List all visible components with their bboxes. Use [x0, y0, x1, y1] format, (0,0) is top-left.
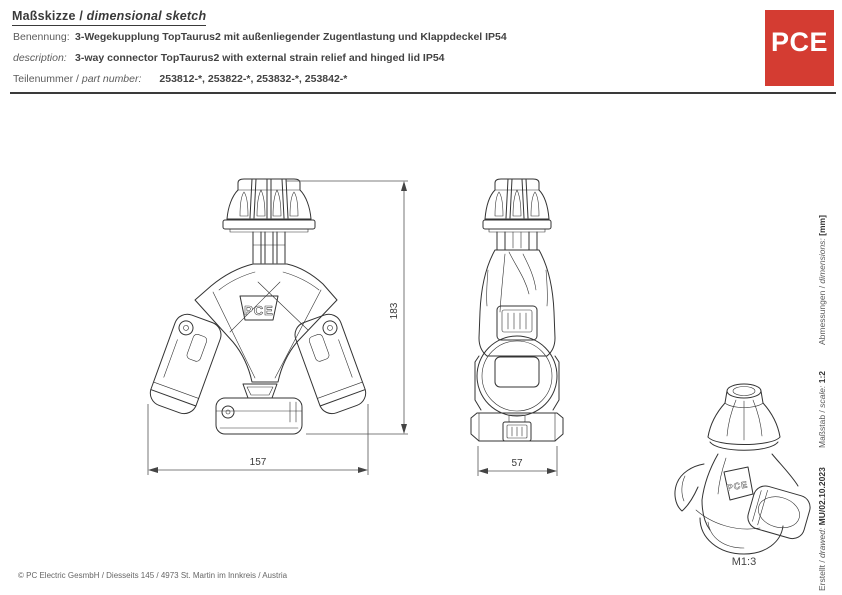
copyright-footer: © PC Electric GesmbH / Diesseits 145 / 4973 St. Martin im Innkreis / Austria [18, 571, 288, 580]
pce-logo: PCE [765, 10, 834, 86]
description-value: 3-way connector TopTaurus2 with external strain relief and hinged lid IP54 [75, 52, 445, 64]
front-brand-plate [240, 296, 278, 320]
benennung-value: 3-Wegekupplung TopTaurus2 mit außenliegender Zugentlastung und Klappdeckel IP54 [75, 31, 507, 43]
page-title-en: dimensional sketch [86, 9, 207, 23]
note-dimensions-label-en: dimensions: [817, 235, 827, 284]
side-view-drawing [455, 170, 615, 490]
note-dimensions-label-de: Abmessungen / [817, 283, 827, 345]
iso-view-drawing [652, 370, 817, 565]
note-scale-label-en: scale: [817, 383, 827, 408]
front-body [195, 264, 337, 382]
side-neck [497, 232, 537, 250]
note-created-label-de: Erstellt / [817, 557, 827, 591]
page-title-separator: / [75, 9, 87, 23]
part-number-label [13, 73, 141, 85]
page-title [12, 9, 206, 26]
note-created-label-en: drawed: [817, 525, 827, 558]
side-wings [475, 356, 559, 410]
part-number-label-en: part number: [81, 73, 142, 85]
iso-body [702, 454, 798, 530]
benennung-row [13, 31, 507, 43]
note-scale [817, 371, 827, 448]
iso-left-arm [675, 464, 704, 511]
front-brand-text: PCE [244, 303, 274, 318]
front-bottom-socket [216, 384, 302, 434]
front-gland [227, 179, 311, 219]
side-dimension [478, 446, 557, 476]
note-dimensions-value: [mm] [817, 215, 827, 236]
part-number-value: 253812-*, 253822-*, 253832-*, 253842-* [159, 73, 348, 85]
note-dimensions-units [817, 215, 827, 345]
side-socket-face [477, 336, 557, 416]
page-title-de: Maßskizze [12, 9, 76, 23]
iso-right-socket [745, 483, 813, 541]
iso-gland [708, 384, 780, 450]
benennung-label: Benennung: [13, 31, 70, 43]
part-number-separator: / [73, 73, 82, 85]
side-base [471, 413, 563, 441]
front-left-socket [147, 311, 225, 418]
header-divider [10, 92, 836, 94]
note-created-value: MU/02.10.2023 [817, 467, 827, 526]
iso-scale-caption: M1:3 [731, 556, 757, 568]
part-number-row [13, 73, 347, 85]
iso-brand-text: PCE [726, 479, 749, 493]
front-dimensions [148, 181, 408, 475]
front-height-dimension: 183 [389, 302, 400, 320]
front-flange [223, 220, 315, 232]
side-width-dimension: 57 [511, 458, 523, 469]
note-scale-value: 1:2 [817, 370, 827, 384]
front-width-dimension: 157 [249, 457, 267, 468]
part-number-label-de: Teilenummer [13, 73, 74, 85]
side-gland [485, 179, 549, 219]
description-row [13, 52, 445, 64]
iso-base [696, 510, 783, 554]
note-scale-label-de: Maßstab / [817, 407, 827, 448]
note-created [817, 467, 827, 591]
front-view-drawing [140, 170, 430, 490]
description-label: description: [13, 52, 67, 64]
side-strain-relief-clamp [497, 306, 537, 340]
side-flange [483, 220, 551, 232]
front-right-socket [291, 311, 369, 418]
front-neck [253, 232, 285, 263]
